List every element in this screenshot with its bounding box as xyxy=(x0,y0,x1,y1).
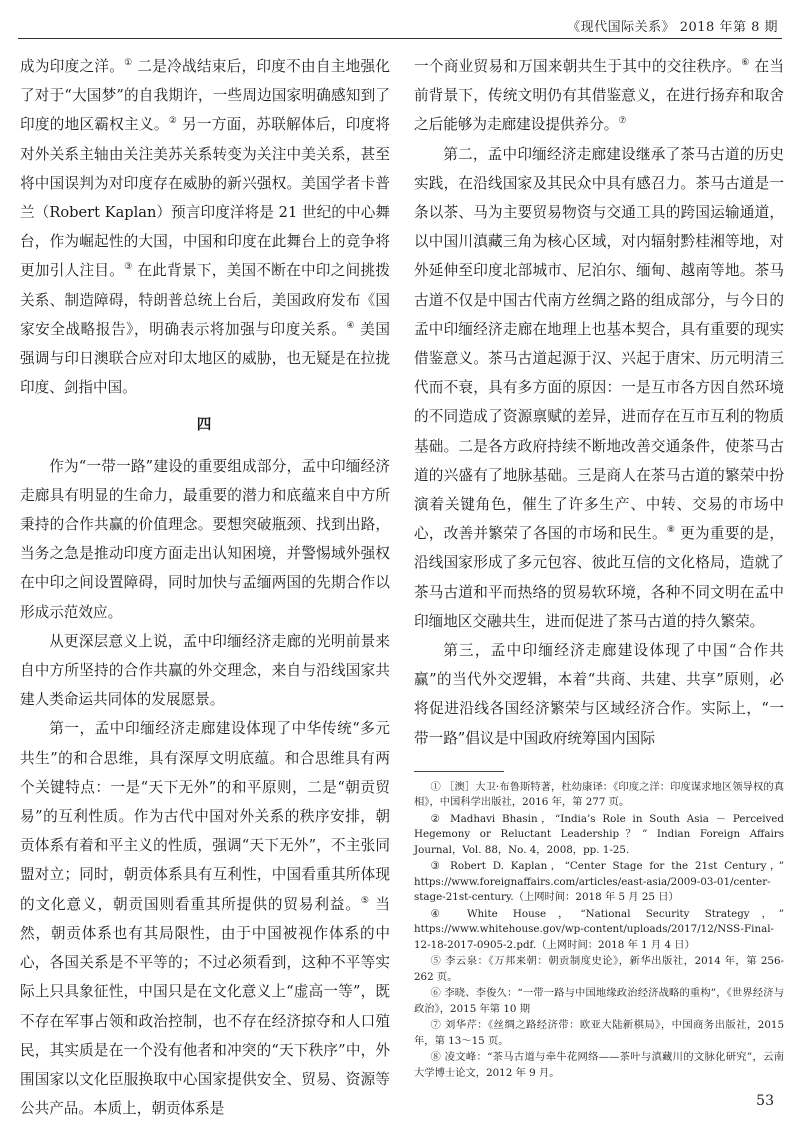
text-segment: 第一，孟中印缅经济走廊建设体现了中华传统“多元共生”的和合思维，具有深厚文明底蕴。和合思维具有两个关键特点：一是“天下无外”的和平原则，二是“朝贡贸易”的互利性质。作为古代中国对外关系的秩序安排，朝贡体系有着和平主义的性质，强调“天下无外”，不主张同盟对立；同时，朝贡体系具有互利性，中国看重其所体现的文化意义，朝贡国则看重其所提供的贸易利益。 xyxy=(20,720,390,913)
footnote-3[interactable]: ③ Robert D. Kaplan，“Center Stage for the 21st Century，” https://www.foreignaffairs.com/articles/east-asia/2009-03-01/center-stage-21st-century.（上网时间：2018 年 5 月 25 日） xyxy=(414,860,784,904)
footnote-ref-6[interactable]: ⑥ xyxy=(741,58,750,69)
footnote-7: ⑦ 刘华芹：《丝绸之路经济带：欧亚大陆新棋局》，中国商务出版社，2015 年，第 13～15 页。 xyxy=(414,1019,784,1047)
text-segment: 二是冷战结束后，印度不由自主地强化了对于“大国梦”的自我期许，一些周边国家明确感知到了印度的地区霸权主义。 xyxy=(20,58,390,134)
footnote-ref-5[interactable]: ⑤ xyxy=(360,895,370,906)
left-paragraph-1 xyxy=(20,52,390,402)
text-segment: 第二，孟中印缅经济走廊建设继承了茶马古道的历史实践，在沿线国家及其民众中具有感召力。茶马古道是一条以茶、马为主要贸易物资与交通工具的跨国运输通道，以中国川滇藏三角为核心区域，对内辐射黔桂湘等地，对外延伸至印度北部城市、尼泊尔、缅甸、越南等地。茶马古道不仅是中国古代南方丝绸之路的组成部分，与今日的孟中印缅经济走廊在地理上也基本契合，具有重要的现实借鉴意义。茶马古道起源于汉、兴起于唐宋、历元明清三代而不衰，具有多方面的原因：一是互市各方因自然环境的不同造成了资源禀赋的差异，进而存在互市互利的物质基础。二是各方政府持续不断地改善交通条件，使茶马古道的兴盛有了地脉基础。三是商人在茶马古道的繁荣中扮演着关键角色，催生了许多生产、中转、交易的市场中心，改善并繁荣了各国的市场和民生。 xyxy=(414,145,784,543)
text-segment: 一个商业贸易和万国来朝共生于其中的交往秩序。 xyxy=(414,58,742,75)
footnote-ref-1[interactable]: ① xyxy=(124,58,133,69)
footnote-ref-4[interactable]: ④ xyxy=(346,320,356,331)
left-paragraph-4 xyxy=(20,714,390,1123)
footnote-ref-2[interactable]: ② xyxy=(168,116,178,127)
footnote-5: ⑤ 李云泉：《万邦来朝：朝贡制度史论》，新华出版社，2014 年，第 256-262 页。 xyxy=(414,955,784,983)
text-segment: 美国强调与印日澳联合应对印太地区的威胁，也无疑是在拉拢印度、剑指中国。 xyxy=(20,320,391,397)
footnote-ref-8[interactable]: ⑧ xyxy=(666,525,676,536)
text-segment: 当然，朝贡体系也有其局限性，由于中国被视作体系的中心，各国关系是不平等的；不过必须看到，这种不平等实际上只具象征性，中国只是在文化意义上“虚高一等”，既不存在军事占领和政治控制，也不存在经济掠夺和人口殖民，其实质是在一个没有他者和冲突的“天下秩序”中，外围国家以文化臣服换取中心国家提供安全、贸易、资源等公共产品。本质上，朝贡体系是 xyxy=(20,895,390,1118)
right-paragraph-2 xyxy=(414,140,784,636)
page-number: 53 xyxy=(756,1093,774,1109)
text-segment: 成为印度之洋。 xyxy=(20,58,125,75)
footnotes xyxy=(414,780,784,1082)
left-paragraph-3: 从更深层意义上说，孟中印缅经济走廊的光明前景来自中方所坚持的合作共赢的外交理念，来自与沿线国家共建人类命运共同体的发展愿景。 xyxy=(20,632,390,709)
header-rule xyxy=(18,38,782,39)
footnote-1: ① ［澳］大卫·布鲁斯特著，杜幼康译：《印度之洋：印度谋求地区领导权的真相》，中国科学出版社，2016 年，第 277 页。 xyxy=(414,780,784,809)
running-header: 《现代国际关系》 2018 年第 8 期 xyxy=(567,20,778,35)
footnote-6: ⑥ 李晓、李俊久：“一带一路与中国地缘政治经济战略的重构”，《世界经济与政治》，2015 年第 10 期 xyxy=(414,987,784,1015)
section-heading: 四 xyxy=(196,416,214,434)
footnote-8: ⑧ 凌文峰：“茶马古道与牵牛花网络——茶叶与滇藏川的文脉化研究”，云南大学博士论文，2012 年 9 月。 xyxy=(414,1051,784,1079)
text-segment: 更为重要的是，沿线国家形成了多元包容、彼此互信的文化格局，造就了茶马古道和平而热络的贸易软环境，各种不同文明在孟中印缅地区交融共生，进而促进了茶马古道的持久繁荣。 xyxy=(414,525,784,630)
footnote-ref-3[interactable]: ③ xyxy=(124,262,133,273)
footnote-2: ② Madhavi Bhasin，“India’s Role in South Asia － Perceived Hegemony or Reluctant Leadership？” Indian Foreign Affairs Journal，Vol. 88，No. 4，2008，pp. 1-25. xyxy=(414,812,784,856)
right-column xyxy=(414,52,784,1082)
left-column xyxy=(20,52,390,1123)
text-segment: 另一方面，苏联解体后，印度将对外关系主轴由关注美苏关系转变为关注中美关系，甚至将中国误判为对印度存在威胁的新兴强权。美国学者卡普兰（Robert Kaplan）预言印度洋将是 21 世纪的中心舞台，作为崛起性的大国，中国和印度在此舞台上的竞争将更加引人注目。 xyxy=(20,116,390,280)
footnote-4[interactable]: ④ White House，“National Security Strategy，” https://www.whitehouse.gov/wp-content/uploads/2017/12/NSS-Final-12-18-2017-0905-2.pdf.（上网时间：2018 年 1 月 4 日） xyxy=(414,907,784,951)
footnote-divider xyxy=(414,771,504,772)
text-segment: 在此背景下，美国不断在中印之间挑拨关系、制造障碍，特朗普总统上台后，美国政府发布《国家安全战略报告》，明确表示将加强与印度关系。 xyxy=(20,262,390,338)
right-paragraph-1 xyxy=(414,52,784,140)
left-paragraph-2: 作为“一带一路”建设的重要组成部分，孟中印缅经济走廊具有明显的生命力，最重要的潜力和底蕴来自中方所秉持的合作共赢的价值理念。要想突破瓶颈、找到出路，当务之急是推动印度方面走出认知困境，并警惕域外强权在中印之间设置障碍，同时加快与孟缅两国的先期合作以形成示范效应。 xyxy=(20,457,390,621)
right-paragraph-3: 第三，孟中印缅经济走廊建设体现了中国“合作共赢”的当代外交逻辑，本着“共商、共建、共享”原则，必将促进沿线各国经济繁荣与区域经济合作。实际上，“一带一路”倡议是中国政府统筹国内国际 xyxy=(414,642,784,747)
text-segment: 在当前背景下，传统文明仍有其借鉴意义，在进行扬弃和取舍之后能够为走廊建设提供养分。 xyxy=(414,58,784,134)
footnote-ref-7[interactable]: ⑦ xyxy=(618,116,627,127)
